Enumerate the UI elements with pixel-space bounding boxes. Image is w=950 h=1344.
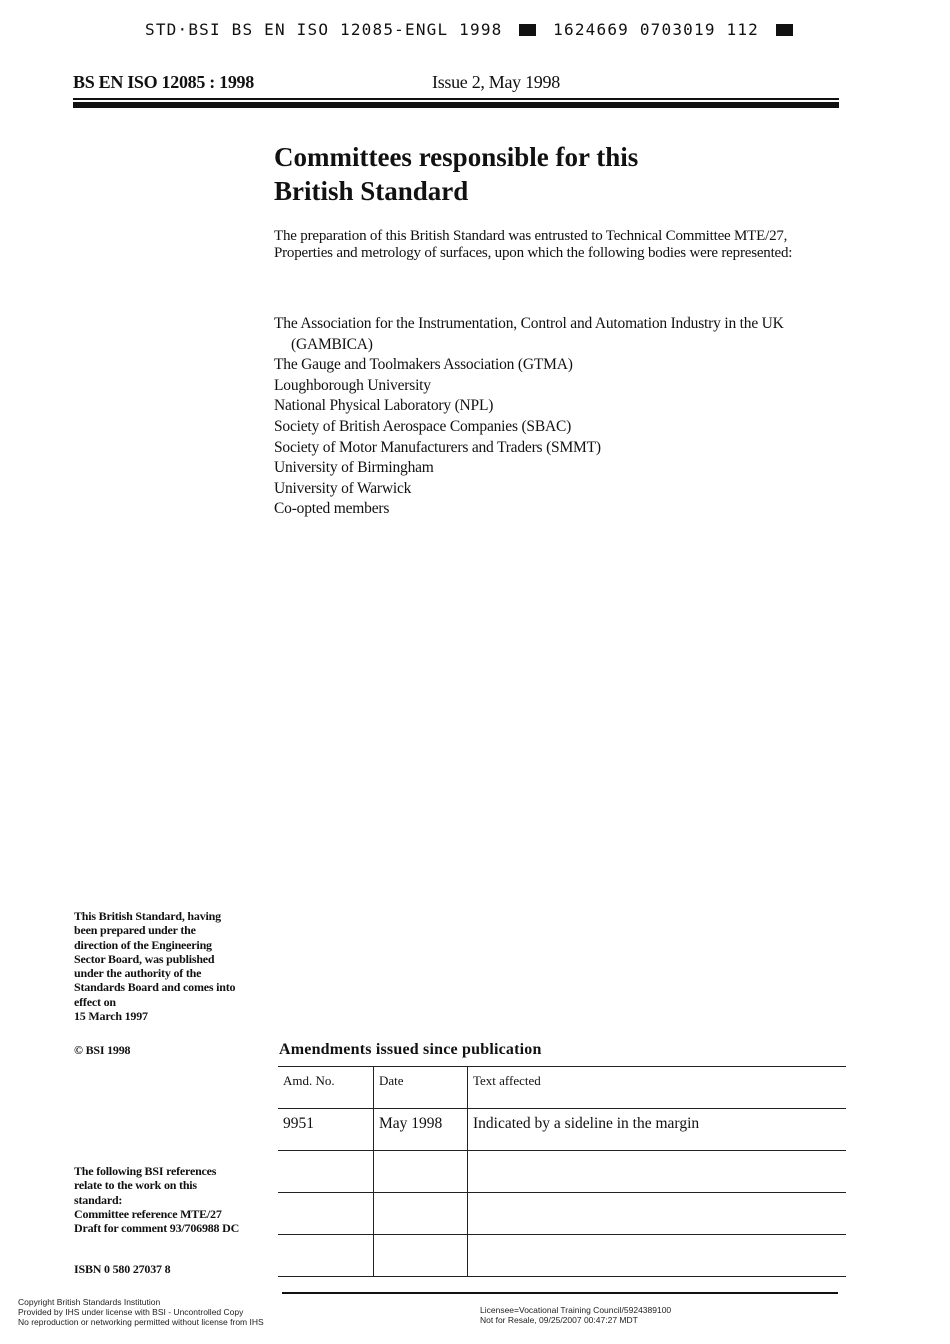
note-line: standard:	[74, 1192, 123, 1207]
footer-left	[18, 1297, 264, 1327]
list-item: University of Warwick	[274, 479, 412, 497]
footer-line: Licensee=Vocational Training Council/5924389100	[480, 1305, 672, 1315]
cell-date	[374, 1193, 468, 1235]
header-rule-thick	[73, 102, 839, 108]
list-item: The Association for the Instrumentation, Control and Automation Industry in the UK	[274, 315, 784, 332]
note-line: This British Standard, having	[74, 909, 221, 923]
note-line: 15 March 1997	[74, 1009, 148, 1024]
footer-line: Provided by IHS under license with BSI - Uncontrolled Copy	[18, 1307, 244, 1317]
scan-code-right: 1624669 0703019 112	[553, 20, 759, 39]
scan-code-header	[145, 20, 793, 39]
cell-amd-no	[278, 1151, 374, 1193]
list-item: The Gauge and Toolmakers Association (GTMA)	[274, 356, 573, 374]
note-line: been prepared under the	[74, 923, 196, 938]
footer-right	[480, 1305, 671, 1325]
footer-line: No reproduction or networking permitted without license from IHS	[18, 1317, 264, 1327]
list-item: (GAMBICA)	[291, 335, 373, 353]
column-header-amd-no: Amd. No.	[278, 1067, 374, 1109]
footer-line: Not for Resale, 09/25/2007 00:47:27 MDT	[480, 1315, 638, 1325]
footer-line: Copyright British Standards Institution	[18, 1297, 161, 1307]
bottom-rule	[282, 1292, 838, 1294]
header-rule	[73, 98, 839, 100]
note-line: effect on	[74, 994, 116, 1009]
note-line: Standards Board and comes into	[74, 980, 236, 995]
column-header-text-affected: Text affected	[468, 1067, 847, 1109]
note-line: Sector Board, was published	[74, 951, 215, 966]
barcode-block-icon	[776, 24, 793, 36]
title-line-1: Committees responsible for this	[274, 142, 639, 172]
isbn: ISBN 0 580 27037 8	[74, 1262, 171, 1276]
cell-date: May 1998	[374, 1109, 468, 1151]
amendments-title: Amendments issued since publication	[279, 1041, 542, 1058]
main-title	[274, 140, 874, 208]
list-item: Co-opted members	[274, 500, 390, 518]
note-line: direction of the Engineering	[74, 937, 212, 952]
intro-paragraph: The preparation of this British Standard was entrusted to Technical Committee MTE/27, Properties and metrology of surfaces, upon which the following bodies were represented:	[274, 228, 793, 261]
title-line-2: British Standard	[274, 176, 469, 206]
table-row	[278, 1151, 846, 1193]
list-item: Society of Motor Manufacturers and Traders (SMMT)	[274, 438, 601, 456]
column-header-date: Date	[374, 1067, 468, 1109]
cell-amd-no	[278, 1235, 374, 1277]
list-item: University of Birmingham	[274, 459, 434, 477]
bsi-references-note	[74, 1164, 274, 1235]
cell-amd-no: 9951	[278, 1109, 374, 1151]
cell-text-affected: Indicated by a sideline in the margin	[468, 1109, 847, 1151]
cell-date	[374, 1235, 468, 1277]
publication-note	[74, 909, 264, 1023]
standard-number: BS EN ISO 12085 : 1998	[73, 72, 254, 92]
scan-code-left: STD·BSI BS EN ISO 12085-ENGL 1998	[145, 20, 503, 39]
note-line: The following BSI references	[74, 1164, 217, 1178]
table-row	[278, 1109, 846, 1151]
list-item: National Physical Laboratory (NPL)	[274, 397, 494, 415]
cell-amd-no	[278, 1193, 374, 1235]
cell-text-affected	[468, 1151, 847, 1193]
table-header-row	[278, 1067, 846, 1109]
note-line: Committee reference MTE/27	[74, 1206, 222, 1221]
note-line: Draft for comment 93/706988 DC	[74, 1221, 240, 1236]
table-row	[278, 1235, 846, 1277]
cell-text-affected	[468, 1235, 847, 1277]
amendments-table	[278, 1066, 846, 1277]
barcode-block-icon	[519, 24, 536, 36]
note-line: under the authority of the	[74, 966, 202, 981]
note-line: relate to the work on this	[74, 1178, 197, 1193]
list-item: Society of British Aerospace Companies (SBAC)	[274, 417, 572, 435]
list-item: Loughborough University	[274, 376, 431, 394]
copyright-notice: © BSI 1998	[74, 1043, 131, 1057]
cell-text-affected	[468, 1193, 847, 1235]
represented-bodies-list	[274, 314, 874, 520]
table-row	[278, 1193, 846, 1235]
issue-date: Issue 2, May 1998	[432, 72, 560, 92]
cell-date	[374, 1151, 468, 1193]
